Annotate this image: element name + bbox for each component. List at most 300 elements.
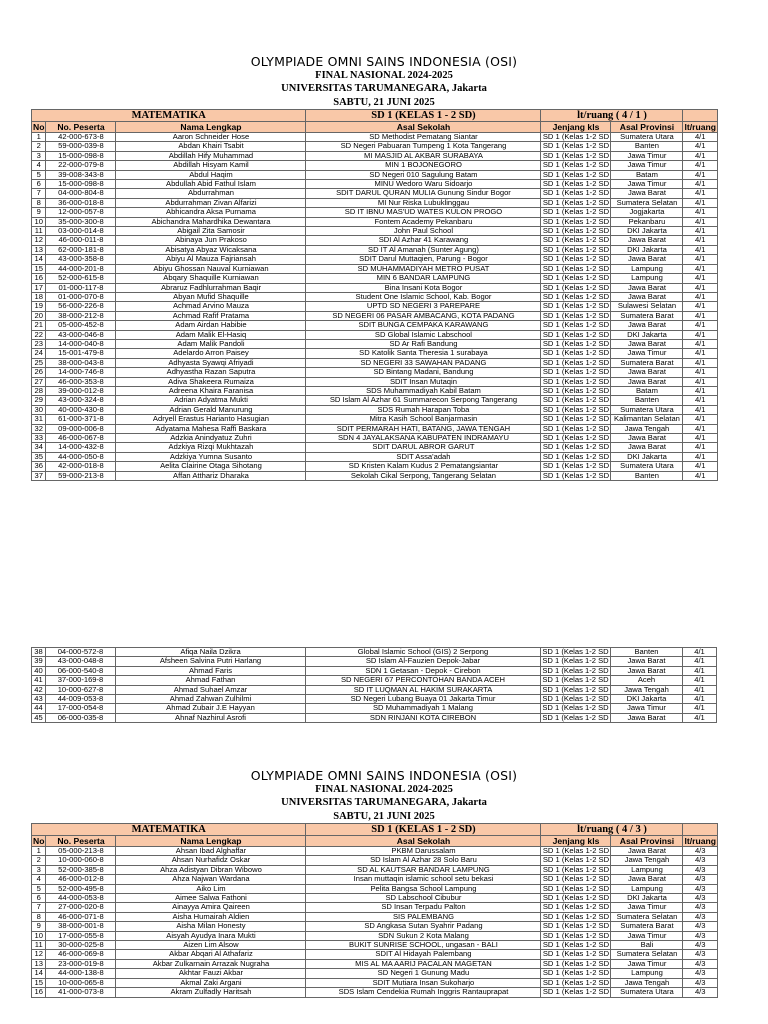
cell-participant-id: 12-000-057-8 (46, 208, 116, 217)
cell-province: Pekanbaru (611, 217, 683, 226)
cell-grade: SD 1 (Kelas 1-2 SD (542, 395, 610, 405)
cell-no: 14 (32, 969, 46, 978)
cell-grade: SD 1 (Kelas 1-2 SD (542, 207, 610, 217)
col-grade: Jenjang kls (541, 122, 611, 133)
cell-room: 4/3 (683, 884, 718, 893)
cell-province: Sumatera Barat (611, 922, 683, 931)
cell-grade: SD 1 (Kelas 1-2 SD (542, 339, 610, 348)
cell-school: SD Angkasa Sutan Syahrir Padang (306, 922, 541, 931)
cell-no: 3 (32, 151, 46, 160)
cell-no: 19 (32, 302, 46, 311)
cell-school: SD Labschool Cibubur (306, 894, 541, 903)
level-label: SD 1 (KELAS 1 - 2 SD) (306, 110, 541, 122)
cell-participant-id: 52-000-495-8 (46, 884, 116, 893)
cell-no: 23 (32, 339, 46, 348)
table-row (32, 912, 718, 921)
cell-participant-id: 38-000-001-8 (46, 922, 116, 931)
cell-no: 11 (32, 941, 46, 950)
cell-grade: SD 1 (Kelas 1-2 SD (542, 931, 610, 940)
table-row (32, 227, 718, 236)
cell-grade: SD 1 (Kelas 1-2 SD (542, 902, 610, 912)
cell-participant-id: 44-000-050-8 (46, 452, 116, 461)
table-row (32, 208, 718, 217)
table-row (32, 704, 717, 713)
cell-full-name: Abdullah Abid Fathul Islam (116, 180, 306, 189)
table-row (32, 969, 718, 978)
cell-full-name: Ahmad Suhael Amzar (116, 685, 306, 694)
cell-participant-id: 06-000-035-8 (46, 713, 116, 722)
cell-full-name: Adam Airdan Habibie (116, 321, 306, 330)
cell-full-name: Afiqa Naila Dzikra (116, 648, 306, 657)
cell-full-name: Ahza Adistyan Dibran Wibowo (116, 865, 306, 874)
cell-grade: SD 1 (Kelas 1-2 SD (542, 386, 610, 395)
cell-full-name: Aisha Milan Honesty (116, 922, 306, 931)
table-row (32, 471, 718, 480)
table-row (32, 865, 718, 874)
cell-no: 44 (32, 704, 46, 713)
cell-participant-id: 41-000-073-8 (46, 988, 116, 997)
table-row (32, 386, 718, 395)
cell-full-name: Abisatya Abyaz Wicaksana (116, 245, 306, 254)
table-row (32, 424, 718, 433)
cell-province: Jawa Timur (611, 161, 683, 170)
cell-grade: SD 1 (Kelas 1-2 SD (542, 685, 609, 694)
cell-school: BUKIT SUNRISE SCHOOL, ungasan - BALI (306, 941, 541, 950)
cell-grade: SD 1 (Kelas 1-2 SD (542, 978, 610, 987)
cell-participant-id: 46-000-353-8 (46, 377, 116, 386)
column-headers (32, 836, 718, 847)
cell-room: 4/1 (683, 396, 718, 405)
participants-table-room-4-1 (31, 109, 718, 481)
cell-full-name: Abdillah Hisyam Kamil (116, 161, 306, 170)
cell-participant-id: 01-000-117-8 (46, 283, 116, 292)
cell-province: Jawa Barat (611, 255, 683, 264)
cell-no: 27 (32, 377, 46, 386)
cell-school: SDN 1 Getasan - Depok - Cirebon (306, 666, 541, 675)
cell-room: 4/1 (683, 685, 717, 694)
table-row (32, 950, 718, 959)
cell-school: SDIT Insan Mutaqin (306, 377, 541, 386)
cell-province: Jawa Barat (611, 321, 683, 330)
cell-participant-id: 14-000-432-8 (46, 443, 116, 452)
cell-school: SDS Muhammadiyah Kabil Batam (306, 386, 541, 395)
cell-room: 4/3 (683, 894, 718, 903)
subject-label: MATEMATIKA (32, 110, 306, 122)
cell-grade: SD 1 (Kelas 1-2 SD (542, 855, 610, 865)
cell-province: Jawa Timur (611, 931, 683, 940)
table-row (32, 142, 718, 151)
cell-no: 41 (32, 676, 46, 685)
cell-province: Aceh (611, 676, 683, 685)
cell-participant-id: 42-000-018-8 (46, 462, 116, 471)
cell-province: Jawa Tengah (611, 685, 683, 694)
cell-no: 16 (32, 988, 46, 997)
cell-grade: SD 1 (Kelas 1-2 SD (542, 666, 609, 675)
cell-participant-id: 46-000-012-8 (46, 875, 116, 884)
table-row (32, 894, 718, 903)
cell-province: Lampung (611, 264, 683, 273)
cell-school: SD Ar Rafi Bandung (306, 339, 541, 348)
cell-full-name: Adrian Adyatma Mukti (116, 396, 306, 405)
col-no: No (33, 836, 45, 846)
event-stage: FINAL NASIONAL 2024-2025 (315, 70, 453, 81)
col-school: Asal Sekolah (306, 836, 541, 847)
cell-full-name: Abinaya Jun Prakoso (116, 236, 306, 245)
cell-no: 7 (32, 189, 46, 198)
cell-no: 12 (32, 950, 46, 959)
cell-full-name: Adhyastha Razan Saputra (116, 368, 306, 377)
table-row (32, 368, 718, 377)
cell-school: SD Islam Al-Fauzien Depok-Jabar (306, 657, 541, 666)
cell-participant-id: 03-000-014-8 (46, 227, 116, 236)
cell-full-name: Adzkiya Rizqi Mukhtazah (116, 443, 306, 452)
cell-no: 2 (32, 856, 46, 865)
cell-province: Lampung (611, 865, 683, 874)
cell-school: SDS Rumah Harapan Toba (306, 405, 541, 414)
cell-school: SD IT IBNU MAS'UD WATES KULON PROGO (306, 208, 541, 217)
cell-no: 21 (32, 321, 46, 330)
cell-participant-id: 10-000-060-8 (46, 856, 116, 865)
cell-participant-id: 22-000-079-8 (46, 161, 116, 170)
cell-room: 4/3 (683, 969, 718, 978)
cell-grade: SD 1 (Kelas 1-2 SD (542, 424, 610, 433)
cell-room: 4/1 (683, 695, 717, 704)
cell-participant-id: 44-000-138-8 (46, 969, 116, 978)
cell-room: 4/1 (683, 274, 718, 283)
cell-participant-id: 43-000-358-8 (46, 255, 116, 264)
table-row (32, 283, 718, 292)
cell-full-name: Abdillah Hify Muhammad (116, 151, 306, 160)
cell-full-name: Achmad Rafif Pratama (116, 311, 306, 320)
cell-participant-id: 62-000-181-8 (46, 245, 116, 254)
cell-grade: SD 1 (Kelas 1-2 SD (542, 264, 610, 273)
cell-participant-id: 17-000-054-8 (46, 704, 116, 713)
cell-school: SD Muhammadiyah 1 Malang (306, 704, 541, 713)
cell-room: 4/1 (683, 330, 718, 339)
cell-full-name: Akhtar Fauzi Akbar (116, 969, 306, 978)
cell-no: 15 (32, 264, 46, 273)
cell-school: SDIT DARUL QURAN MULIA Gunung Sindur Bogor (306, 189, 541, 198)
table-row (32, 988, 718, 997)
table-row (32, 713, 717, 722)
cell-province: Jawa Timur (611, 959, 683, 968)
event-stage-2: FINAL NASIONAL 2024-2025 (315, 784, 453, 795)
cell-participant-id: 04-000-572-8 (46, 648, 116, 657)
cell-grade: SD 1 (Kelas 1-2 SD (542, 283, 610, 292)
cell-participant-id: 10-000-065-8 (46, 978, 116, 987)
cell-grade: SD 1 (Kelas 1-2 SD (542, 846, 610, 855)
level-label: SD 1 (KELAS 1 - 2 SD) (306, 824, 541, 836)
cell-room: 4/1 (683, 648, 717, 657)
cell-room: 4/1 (683, 302, 718, 311)
cell-province: Jawa Barat (611, 847, 683, 856)
cell-room: 4/3 (683, 988, 718, 997)
cell-full-name: Ahmad Zubair J.E Hayyan (116, 704, 306, 713)
cell-school: SDIT BUNGA CEMPAKA KARAWANG (306, 321, 541, 330)
cell-grade: SD 1 (Kelas 1-2 SD (542, 461, 610, 471)
cell-room: 4/1 (683, 434, 718, 443)
cell-grade: SD 1 (Kelas 1-2 SD (542, 414, 610, 424)
table-row (32, 941, 718, 950)
cell-full-name: Adryell Erastus Harianto Hasugian (116, 415, 306, 424)
cell-full-name: Aisha Humairah Aldien (116, 912, 306, 921)
cell-room: 4/1 (683, 368, 718, 377)
cell-grade: SD 1 (Kelas 1-2 SD (542, 884, 610, 893)
table-row (32, 274, 718, 283)
cell-room: 4/1 (683, 443, 718, 452)
cell-province: DKI Jakarta (611, 452, 683, 461)
cell-full-name: Adelardo Arron Paisey (116, 349, 306, 358)
cell-participant-id: 43-000-324-8 (46, 396, 116, 405)
cell-participant-id: 30-000-025-8 (46, 941, 116, 950)
cell-room: 4/1 (683, 283, 718, 292)
cell-full-name: Akbar Abqari Al Athafariz (116, 950, 306, 959)
cell-no: 45 (32, 713, 46, 722)
cell-participant-id: 52-000-615-8 (46, 274, 116, 283)
cell-full-name: Adam Malik Pandoli (116, 339, 306, 348)
cell-participant-id: 59-000-213-8 (46, 471, 116, 480)
col-full-name: Nama Lengkap (116, 836, 306, 847)
table-row (32, 847, 718, 856)
cell-full-name: Aizen Lim Alsow (116, 941, 306, 950)
cell-school: PKBM Darussalam (306, 847, 541, 856)
cell-school: Bina Insani Kota Bogor (306, 283, 541, 292)
cell-participant-id: 17-000-055-8 (46, 931, 116, 940)
cell-no: 38 (32, 648, 46, 657)
cell-full-name: Ahnaf Nazhirul Asrofi (116, 713, 306, 722)
cell-full-name: Ahza Najwan Wardana (116, 875, 306, 884)
cell-full-name: Adzkia Anindyatuz Zuhri (116, 434, 306, 443)
cell-participant-id: 40-000-430-8 (46, 405, 116, 414)
cell-full-name: Abdul Haqim (116, 170, 306, 179)
cell-province: Banten (611, 648, 683, 657)
cell-room: 4/3 (683, 875, 718, 884)
cell-no: 31 (32, 415, 46, 424)
cell-grade: SD 1 (Kelas 1-2 SD (542, 320, 610, 330)
cell-school: SD Islam Al Azhar 61 Summarecon Serpong Tangerang (306, 396, 541, 405)
cell-room: 4/3 (683, 922, 718, 931)
cell-grade: SD 1 (Kelas 1-2 SD (542, 433, 610, 442)
cell-province: DKI Jakarta (611, 894, 683, 903)
cell-province: Lampung (611, 884, 683, 893)
cell-room: 4/3 (683, 978, 718, 987)
cell-province: Jawa Barat (611, 189, 683, 198)
cell-grade: SD 1 (Kelas 1-2 SD (542, 188, 610, 198)
cell-room: 4/1 (683, 471, 718, 480)
cell-participant-id: 44-000-053-8 (46, 894, 116, 903)
cell-school: SD NEGERI 33 SAWAHAN PADANG (306, 358, 541, 367)
table-row (32, 330, 718, 339)
table-row (32, 161, 718, 170)
table-row (32, 695, 717, 704)
cell-grade: SD 1 (Kelas 1-2 SD (542, 151, 610, 160)
cell-no: 32 (32, 424, 46, 433)
cell-full-name: Affan Atthariz Dharaka (116, 471, 306, 480)
cell-school: SD NEGERI 06 PASAR AMBACANG, KOTA PADANG (306, 311, 541, 320)
cell-school: Mitra Kasih School Banjarmasin (306, 415, 541, 424)
table-row (32, 292, 718, 301)
table-row (32, 217, 718, 226)
cell-room: 4/1 (683, 657, 717, 666)
col-school: Asal Sekolah (306, 122, 541, 133)
table-row (32, 978, 718, 987)
cell-room: 4/1 (683, 452, 718, 461)
table-row (32, 959, 718, 968)
cell-province: Sumatera Utara (611, 405, 683, 414)
cell-school: Pelita Bangsa School Lampung (306, 884, 541, 893)
cell-room: 4/1 (683, 292, 718, 301)
cell-participant-id: 04-000-804-8 (46, 189, 116, 198)
cell-school: SDIT Darul Muttaqien, Parung - Bogor (306, 255, 541, 264)
cell-room: 4/1 (683, 415, 718, 424)
cell-participant-id: 44-000-201-8 (46, 264, 116, 273)
cell-school: Insan muttaqin islamic school setu bekasi (306, 875, 541, 884)
cell-province: Jawa Barat (611, 236, 683, 245)
cell-participant-id: 61-000-371-8 (46, 415, 116, 424)
cell-province: DKI Jakarta (611, 695, 683, 704)
cell-school: SD Negeri 1 Gunung Madu (306, 969, 541, 978)
cell-participant-id: 37-000-169-8 (46, 676, 116, 685)
cell-room: 4/1 (683, 358, 718, 367)
cell-school: SDIT DARUL ABROR GARUT (306, 443, 541, 452)
cell-no: 35 (32, 452, 46, 461)
cell-school: John Paul School (306, 227, 541, 236)
cell-grade: SD 1 (Kelas 1-2 SD (542, 311, 610, 320)
table-row (32, 415, 718, 424)
col-room: lt/ruang (684, 836, 716, 846)
cell-participant-id: 05-000-452-8 (46, 321, 116, 330)
cell-no: 25 (32, 358, 46, 367)
cell-province: DKI Jakarta (611, 245, 683, 254)
cell-room: 4/1 (683, 189, 718, 198)
cell-full-name: Adyatama Mahesa Raffi Baskara (116, 424, 306, 433)
cell-grade: SD 1 (Kelas 1-2 SD (542, 442, 610, 452)
cell-participant-id: 46-000-067-8 (46, 434, 116, 443)
cell-province: Batam (611, 386, 683, 395)
cell-no: 4 (32, 875, 46, 884)
subject-label: MATEMATIKA (32, 824, 306, 836)
cell-full-name: Abiyu Al Mauza Fajriansah (116, 255, 306, 264)
cell-grade: SD 1 (Kelas 1-2 SD (542, 358, 610, 367)
table-row (32, 856, 718, 865)
cell-school: SD Bintang Madani, Bandung (306, 368, 541, 377)
table-row (32, 666, 717, 675)
cell-school: SD Negeri Pabuaran Tumpeng 1 Kota Tangerang (306, 142, 541, 151)
cell-no: 40 (32, 666, 46, 675)
cell-grade: SD 1 (Kelas 1-2 SD (542, 940, 610, 950)
cell-room: 4/3 (683, 912, 718, 921)
cell-grade: SD 1 (Kelas 1-2 SD (542, 377, 610, 386)
cell-no: 42 (32, 685, 46, 694)
cell-school: SD Islam Al Azhar 28 Solo Baru (306, 856, 541, 865)
cell-full-name: Ahsan Ibad Alghaffar (116, 847, 306, 856)
cell-participant-id: 14-000-040-8 (46, 339, 116, 348)
cell-school: SD Negeri Lubang Buaya 01 Jakarta Timur (306, 695, 541, 704)
cell-no: 5 (32, 170, 46, 179)
cell-room: 4/1 (683, 227, 718, 236)
cell-room: 4/3 (683, 959, 718, 968)
cell-grade: SD 1 (Kelas 1-2 SD (542, 471, 610, 480)
cell-full-name: Ahmad Zahwan Zulhilmi (116, 695, 306, 704)
cell-full-name: Abhicandra Aksa Purnama (116, 208, 306, 217)
table-row (32, 236, 718, 245)
cell-participant-id: 01-000-070-8 (46, 292, 116, 301)
cell-room: 4/1 (683, 161, 718, 170)
table-row (32, 151, 718, 160)
table-row (32, 321, 718, 330)
cell-grade: SD 1 (Kelas 1-2 SD (542, 292, 610, 301)
cell-full-name: Abqary Shaquille Kurniawan (116, 274, 306, 283)
cell-full-name: Adhyasta Syawqi Afriyadi (116, 358, 306, 367)
cell-full-name: Aisyah Ayudya Inara Mukti (116, 931, 306, 940)
table-row (32, 405, 718, 414)
cell-school: Fontem Academy Pekanbaru (306, 217, 541, 226)
cell-participant-id: 06-000-540-8 (46, 666, 116, 675)
cell-no: 22 (32, 330, 46, 339)
cell-room: 4/1 (683, 264, 718, 273)
cell-school: Student One Islamic School, Kab. Bogor (306, 292, 541, 301)
table-row (32, 875, 718, 884)
table-row (32, 685, 717, 694)
cell-grade: SD 1 (Kelas 1-2 SD (542, 160, 610, 170)
cell-grade: SD 1 (Kelas 1-2 SD (542, 226, 610, 236)
cell-participant-id: 44-009-053-8 (46, 695, 116, 704)
cell-no: 9 (32, 922, 46, 931)
table-row (32, 396, 718, 405)
cell-no: 33 (32, 434, 46, 443)
cell-province: Lampung (611, 274, 683, 283)
cell-school: MIN 1 BOJONEGORO (306, 161, 541, 170)
cell-full-name: Adzkiya Yumna Susanto (116, 452, 306, 461)
cell-no: 37 (32, 471, 46, 480)
cell-room: 4/1 (683, 713, 717, 722)
cell-no: 43 (32, 695, 46, 704)
cell-school: SD Methodist Pematang Siantar (306, 133, 541, 142)
cell-province: Jawa Timur (611, 903, 683, 912)
cell-grade: SD 1 (Kelas 1-2 SD (542, 198, 610, 207)
cell-province: Jawa Barat (611, 339, 683, 348)
cell-room: 4/1 (683, 339, 718, 348)
cell-school: SDIT Mutiara Insan Sukoharjo (306, 978, 541, 987)
cell-full-name: Ahmad Faris (116, 666, 306, 675)
cell-province: Jawa Barat (611, 443, 683, 452)
cell-no: 2 (32, 142, 46, 151)
cell-full-name: Adiva Shakeera Rumaiza (116, 377, 306, 386)
cell-grade: SD 1 (Kelas 1-2 SD (542, 703, 609, 713)
cell-room: 4/1 (683, 245, 718, 254)
cell-participant-id: 59-000-039-8 (46, 142, 116, 151)
cell-grade: SD 1 (Kelas 1-2 SD (542, 367, 610, 377)
cell-full-name: Akram Zulfadly Haritsah (116, 988, 306, 997)
cell-room: 4/1 (683, 311, 718, 320)
col-province: Asal Provinsi (611, 122, 683, 133)
cell-province: Jawa Barat (611, 283, 683, 292)
cell-room: 4/1 (683, 405, 718, 414)
cell-participant-id: 38-000-212-8 (46, 311, 116, 320)
cell-participant-id: 39-008-343-8 (46, 170, 116, 179)
table-row (32, 931, 718, 940)
cell-participant-id: 15-000-098-8 (46, 151, 116, 160)
cell-grade: SD 1 (Kelas 1-2 SD (542, 245, 610, 254)
cell-no: 36 (32, 462, 46, 471)
cell-grade: SD 1 (Kelas 1-2 SD (542, 301, 610, 311)
cell-no: 5 (32, 884, 46, 893)
event-date-2: SABTU, 21 JUNI 2025 (333, 811, 435, 822)
cell-room: 4/3 (683, 865, 718, 874)
column-headers (32, 122, 718, 133)
cell-participant-id: 10-000-627-8 (46, 685, 116, 694)
cell-participant-id: 43-000-048-8 (46, 657, 116, 666)
